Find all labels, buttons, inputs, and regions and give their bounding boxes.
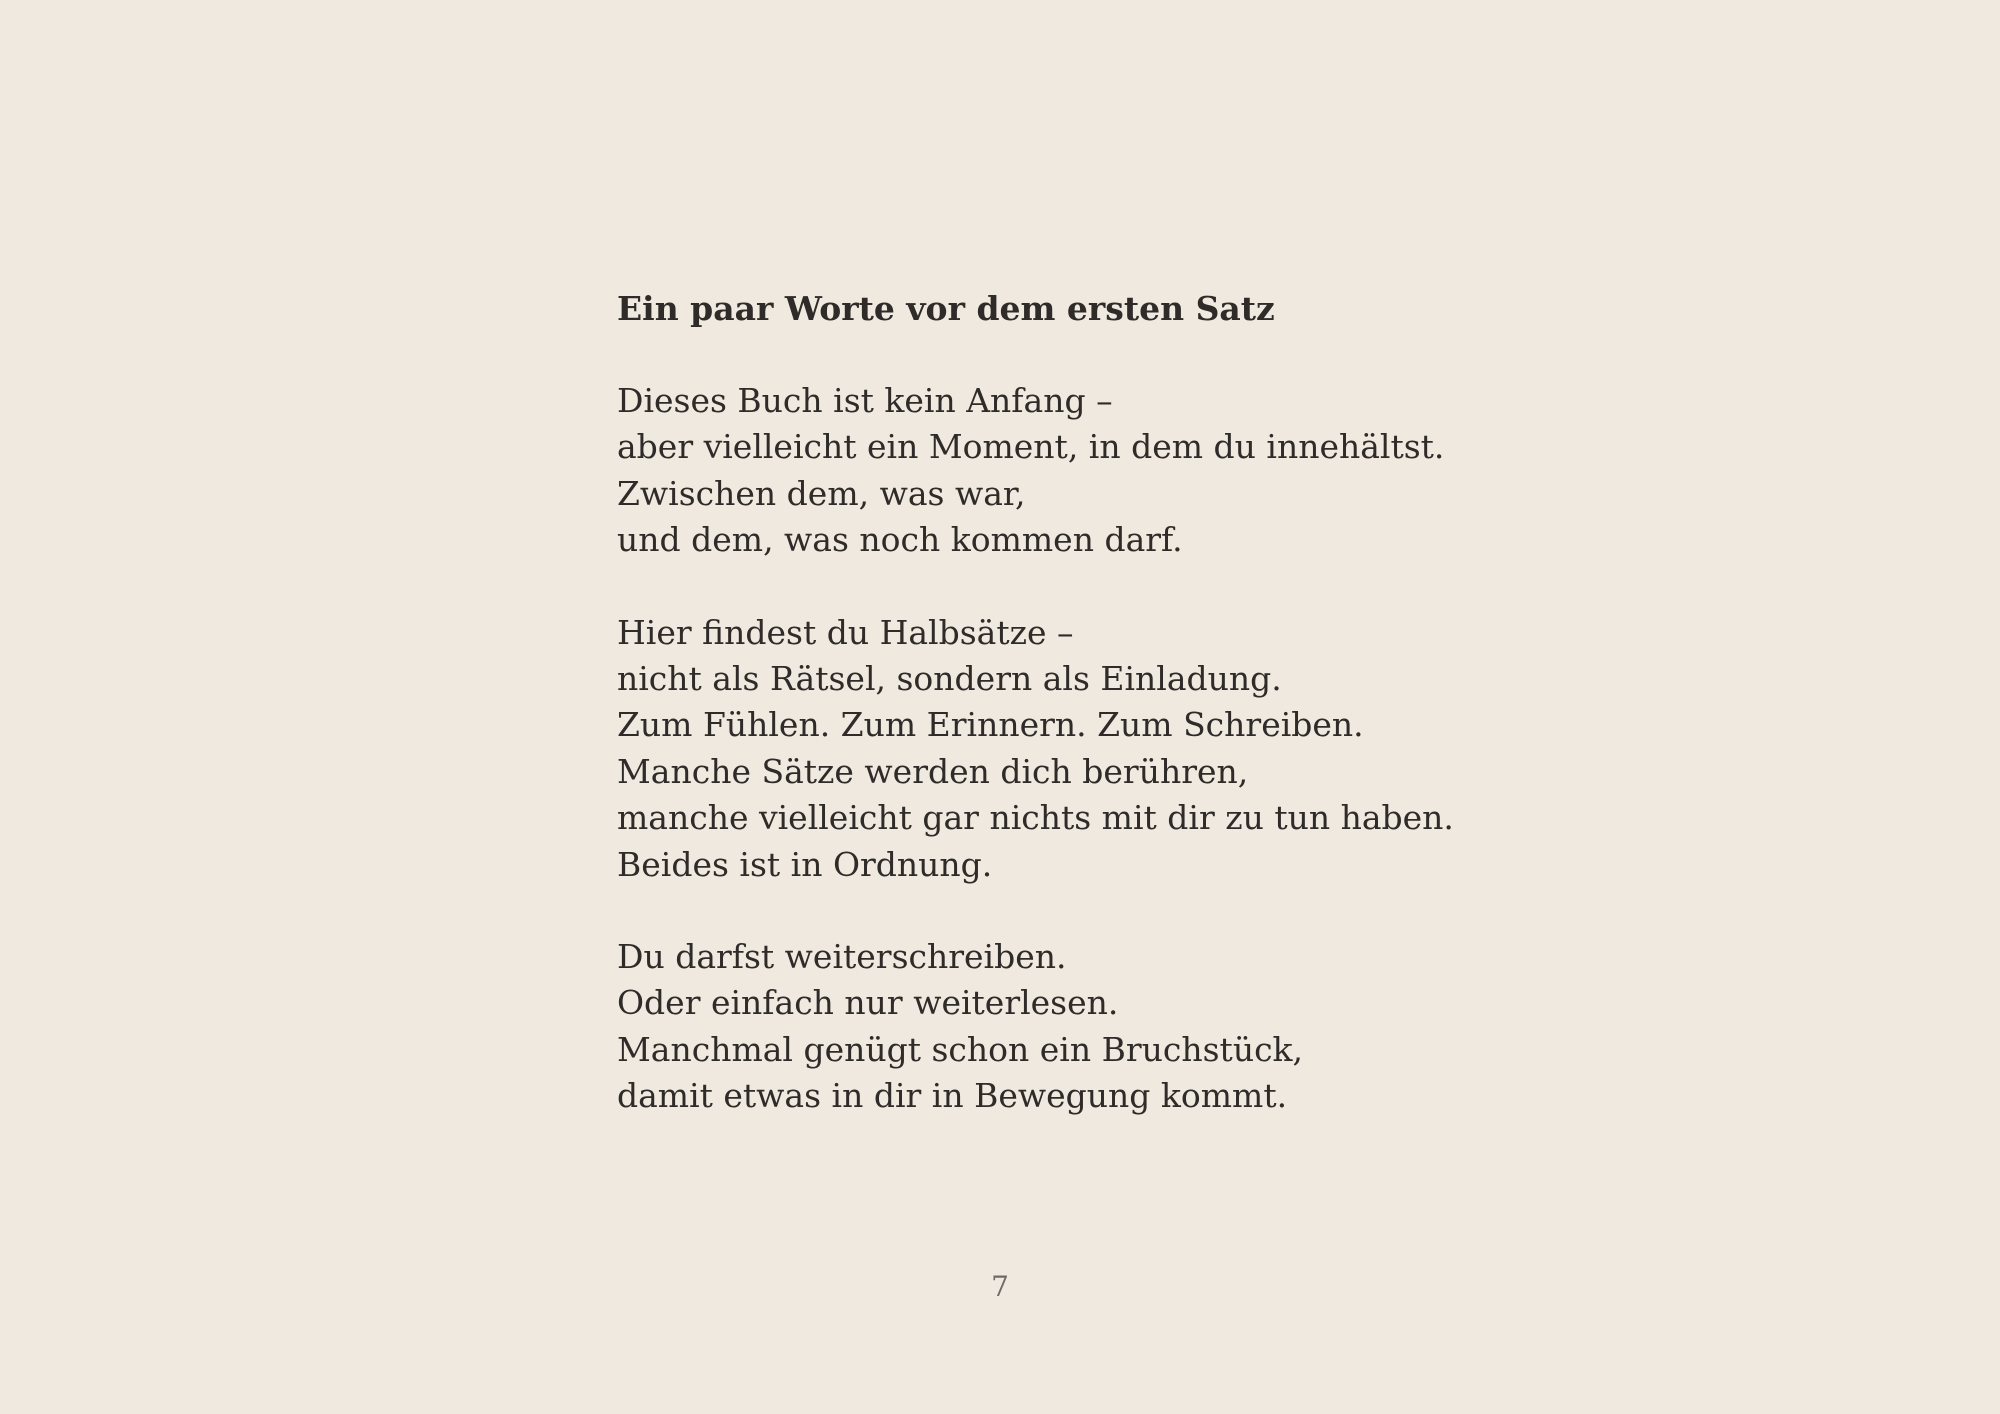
- text-line: Dieses Buch ist kein Anfang –: [617, 381, 1113, 420]
- page-title: Ein paar Worte vor dem ersten Satz: [617, 289, 1275, 328]
- text-line: Zwischen dem, was war,: [617, 473, 1026, 513]
- text-line: Beides ist in Ordnung.: [617, 844, 993, 884]
- text-line: Oder einfach nur weiterlesen.: [617, 983, 1119, 1023]
- text-line: und dem, was noch kommen darf.: [617, 520, 1183, 560]
- text-line: aber vielleicht ein Moment, in dem du innehältst.: [617, 427, 1445, 467]
- stanza-3: [617, 934, 1517, 1120]
- stanza-1: [617, 378, 1517, 564]
- text-line: nicht als Rätsel, sondern als Einladung.: [617, 659, 1282, 699]
- text-line: Zum Fühlen. Zum Erinnern. Zum Schreiben.: [617, 705, 1364, 745]
- text-block: [617, 286, 1517, 1166]
- text-line: manche vielleicht gar nichts mit dir zu tun haben.: [617, 798, 1454, 838]
- page-number: 7: [991, 1270, 1009, 1303]
- text-line: damit etwas in dir in Bewegung kommt.: [617, 1076, 1288, 1116]
- text-line: Du darfst weiterschreiben.: [617, 937, 1067, 977]
- text-line: Manchmal genügt schon ein Bruchstück,: [617, 1029, 1304, 1069]
- stanza-2: [617, 610, 1517, 888]
- text-line: Hier findest du Halbsätze –: [617, 612, 1074, 652]
- text-line: Manche Sätze werden dich berühren,: [617, 751, 1249, 791]
